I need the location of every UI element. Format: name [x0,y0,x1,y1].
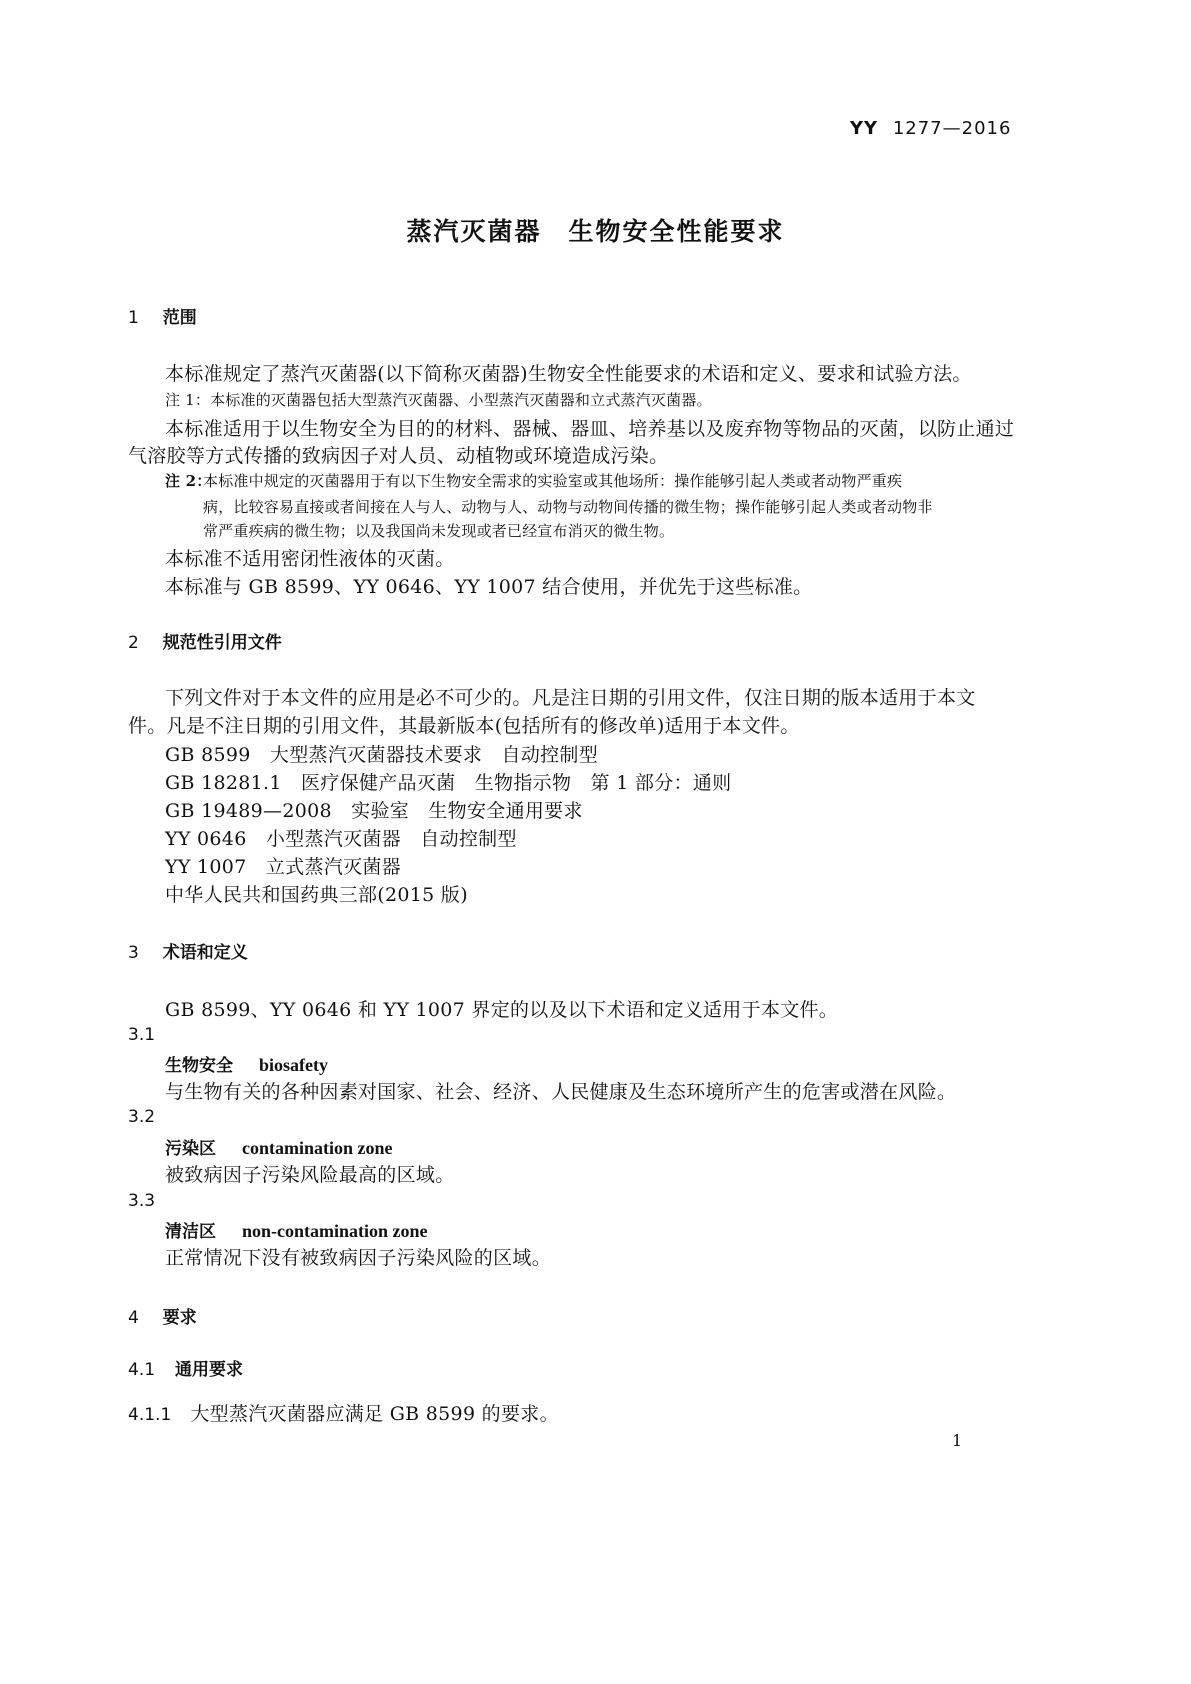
term-title [165,1134,393,1159]
document-title: 蒸汽灭菌器 生物安全性能要求 [406,217,785,246]
terms-intro: GB 8599、YY 0646 和 YY 1007 界定的以及以下术语和定义适用于本文件。 [165,999,839,1021]
clause-number: 4.1.1 [128,1405,172,1425]
page-number: 1 [952,1431,963,1450]
scope-note-2-line-3: 常严重疾病的微生物；以及我国尚未发现或者已经宣布消灭的微生物。 [203,522,675,540]
term-number: 3.1 [128,1025,156,1045]
section-3-heading [128,938,248,963]
section-2-title: 规范性引用文件 [162,633,282,653]
term-title [165,1051,328,1076]
term-english: contamination zone [242,1138,393,1158]
clause-4-1-1 [128,1399,559,1426]
scope-note-1: 注 1：本标准的灭菌器包括大型蒸汽灭菌器、小型蒸汽灭菌器和立式蒸汽灭菌器。 [165,391,712,409]
scope-paragraph-4: 本标准与 GB 8599、YY 0646、YY 1007 结合使用，并优先于这些标准。 [165,576,813,598]
scope-note-2-label: 注 2： [165,472,212,490]
term-title [165,1217,428,1242]
scope-paragraph-2-line-1: 本标准适用于以生物安全为目的的材料、器械、器皿、培养基以及废弃物等物品的灭菌，以防止通过 [165,418,1015,440]
reference-item: YY 0646 小型蒸汽灭菌器 自动控制型 [165,828,517,850]
term-definition: 被致病因子污染风险最高的区域。 [165,1164,455,1186]
scope-note-2-line-2: 病，比较容易直接或者间接在人与人、动物与人、动物与动物间传播的微生物；操作能够引起人类或者动物非 [203,498,933,516]
section-3-title: 术语和定义 [162,943,248,963]
references-intro-line-1: 下列文件对于本文件的应用是必不可少的。凡是注日期的引用文件，仅注日期的版本适用于本文 [165,687,976,709]
term-chinese: 清洁区 [165,1222,216,1242]
reference-item: GB 18281.1 医疗保健产品灭菌 生物指示物 第 1 部分：通则 [165,772,732,794]
section-4-number: 4 [128,1308,139,1328]
section-1-title: 范围 [162,308,197,328]
clause-text: 大型蒸汽灭菌器应满足 GB 8599 的要求。 [190,1403,559,1425]
scope-paragraph-2-line-2: 气溶胶等方式传播的致病因子对人员、动植物或环境造成污染。 [128,445,669,467]
section-3-number: 3 [128,943,139,963]
standard-prefix: YY [850,118,879,139]
reference-item: GB 8599 大型蒸汽灭菌器技术要求 自动控制型 [165,744,599,766]
term-number: 3.2 [128,1107,156,1127]
reference-item: GB 19489—2008 实验室 生物安全通用要求 [165,800,583,822]
term-definition: 正常情况下没有被致病因子污染风险的区域。 [165,1247,552,1269]
term-chinese: 污染区 [165,1139,216,1159]
scope-paragraph-1: 本标准规定了蒸汽灭菌器(以下简称灭菌器)生物安全性能要求的术语和定义、要求和试验方法。 [165,363,972,385]
scope-note-2-line-1: 本标准中规定的灭菌器用于有以下生物安全需求的实验室或其他场所：操作能够引起人类或者动物严重疾 [203,472,903,490]
term-number: 3.3 [128,1191,156,1211]
term-english: biosafety [259,1055,328,1075]
section-4-heading [128,1303,197,1328]
references-intro-line-2: 件。凡是不注日期的引用文件，其最新版本(包括所有的修改单)适用于本文件。 [128,715,800,737]
section-2-number: 2 [128,633,139,653]
subsection-4-1-title: 通用要求 [174,1360,243,1380]
term-chinese: 生物安全 [165,1056,233,1076]
scope-paragraph-3: 本标准不适用密闭性液体的灭菌。 [165,548,455,570]
subsection-4-1-number: 4.1 [128,1360,156,1380]
subsection-4-1-heading [128,1355,243,1380]
standard-code [850,118,1011,139]
reference-item: YY 1007 立式蒸汽灭菌器 [165,856,401,878]
section-1-heading [128,303,197,328]
term-english: non-contamination zone [242,1221,428,1241]
section-1-number: 1 [128,308,139,328]
standard-number: 1277—2016 [892,118,1012,139]
reference-item: 中华人民共和国药典三部(2015 版) [165,884,468,906]
section-4-title: 要求 [162,1308,197,1328]
section-2-heading [128,628,282,653]
term-definition: 与生物有关的各种因素对国家、社会、经济、人民健康及生态环境所产生的危害或潜在风险。 [165,1081,957,1103]
